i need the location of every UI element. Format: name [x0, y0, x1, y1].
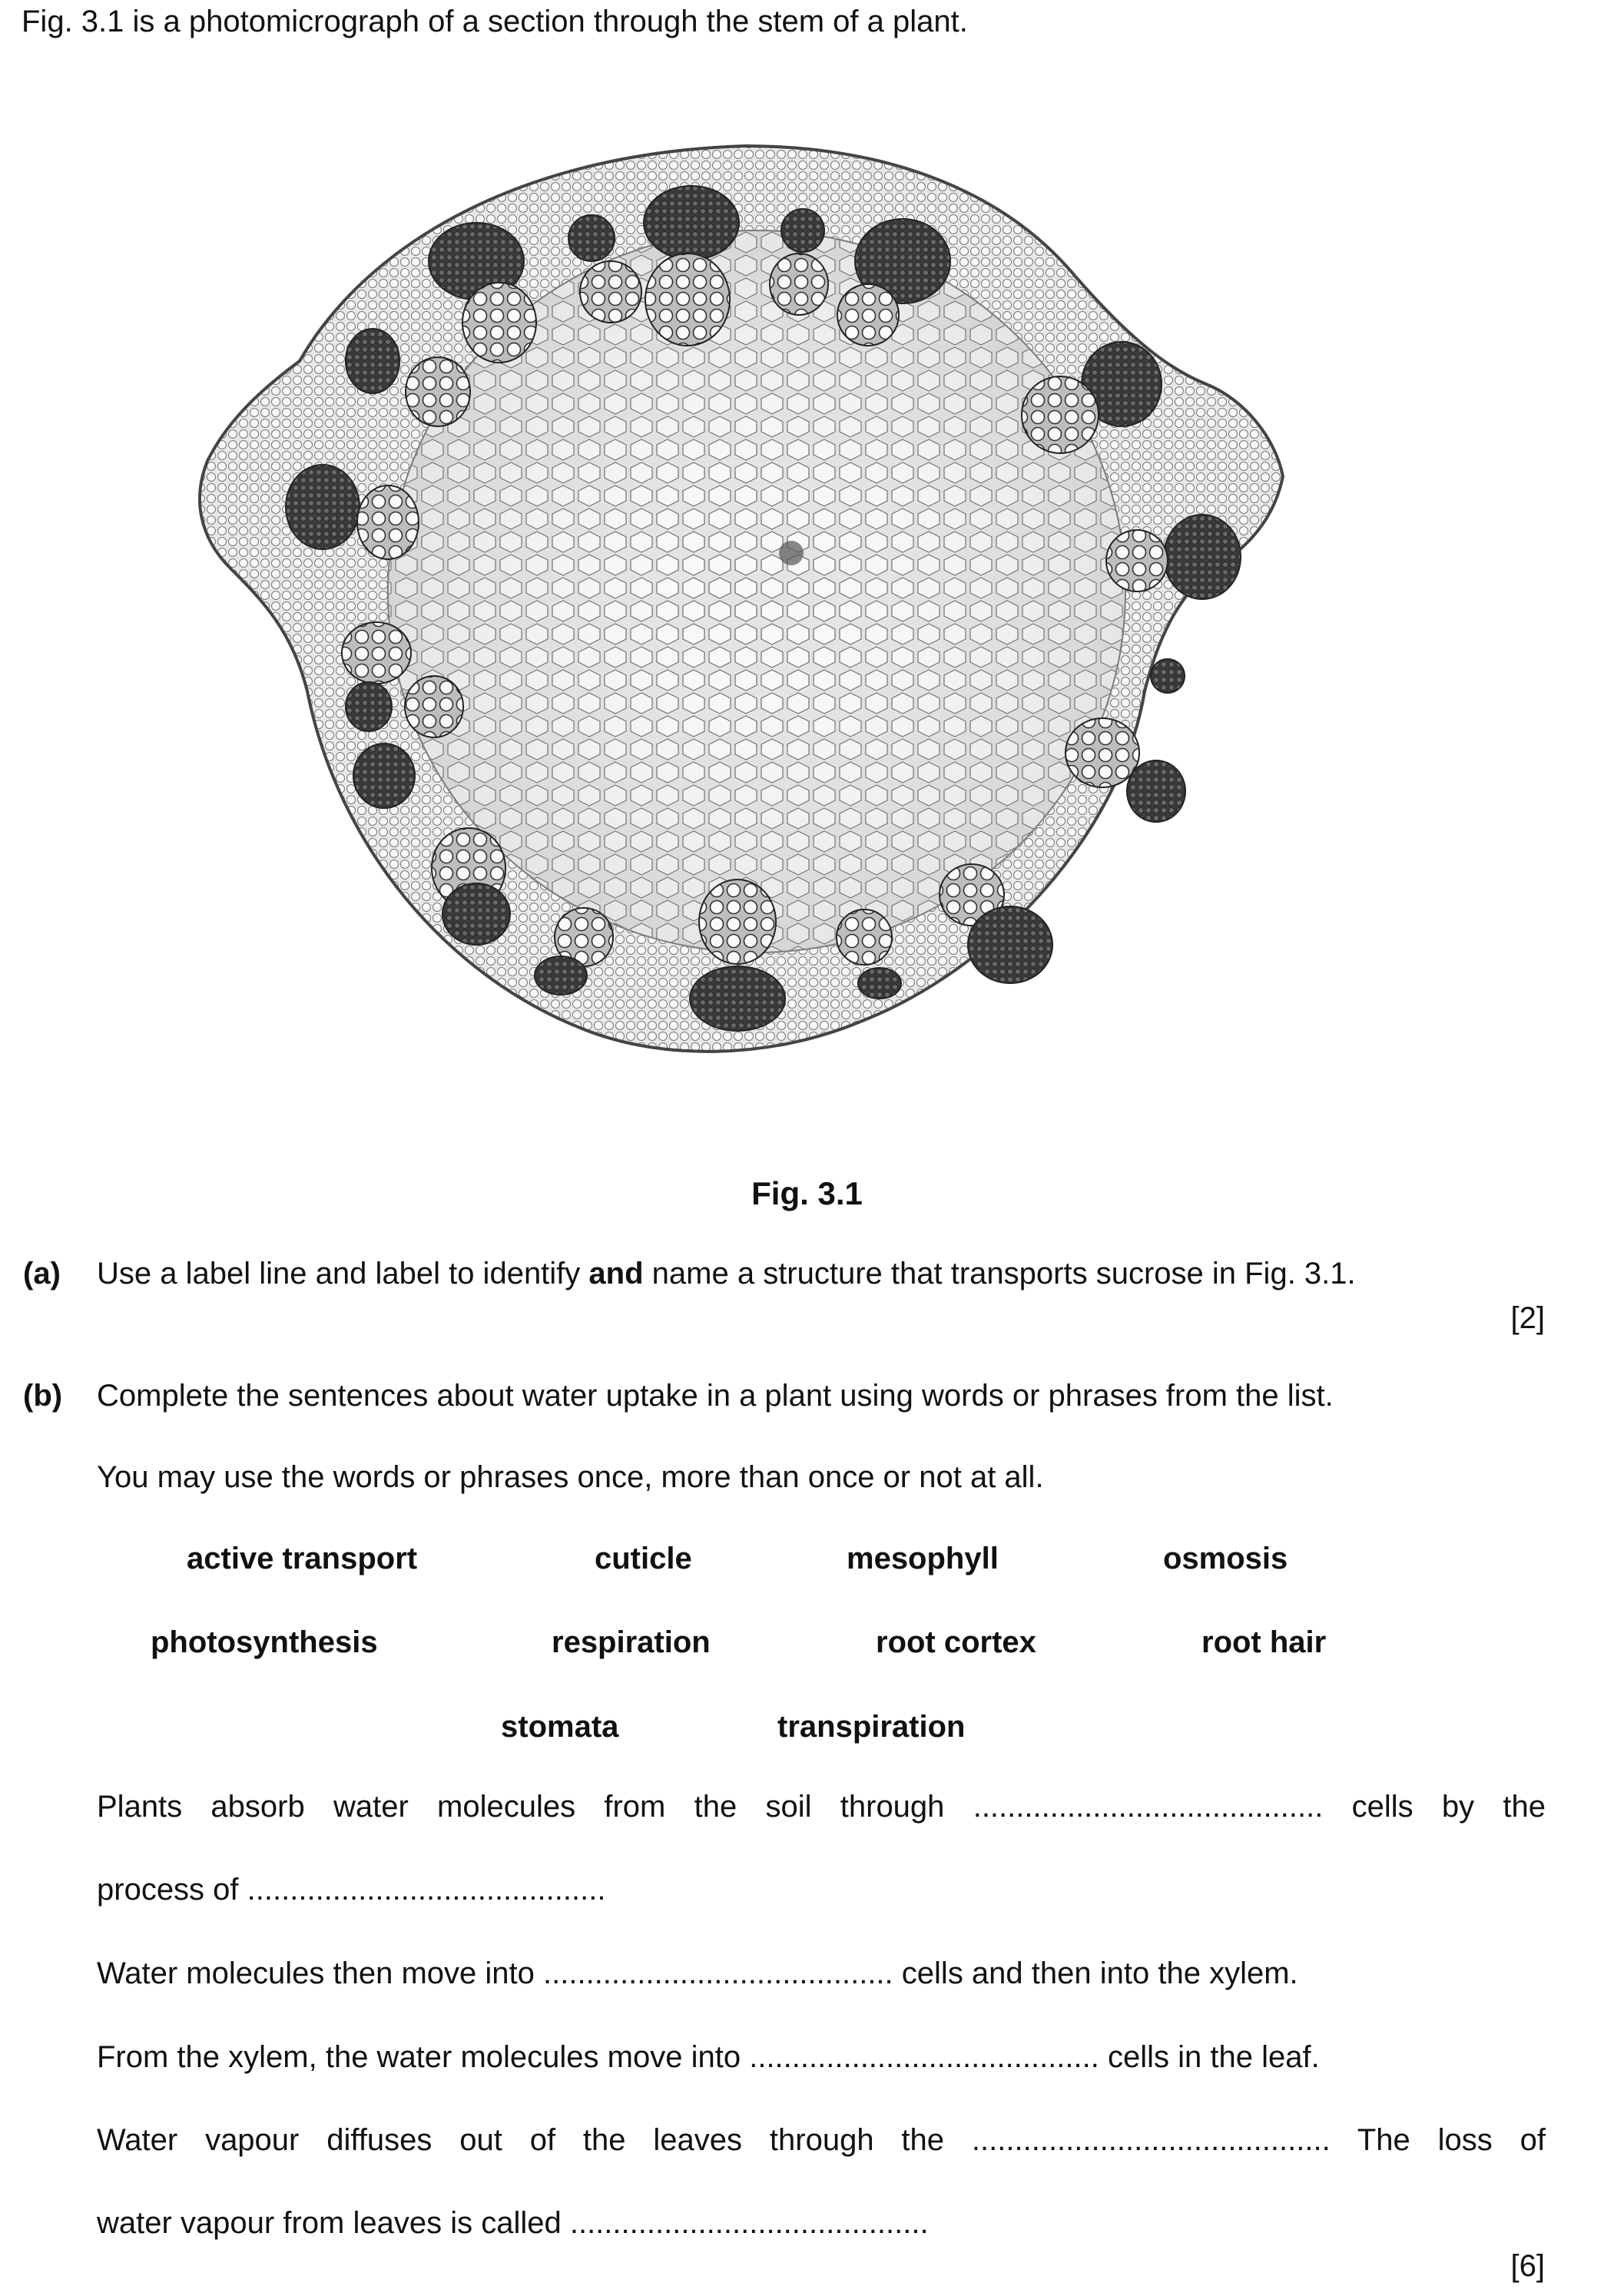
- word-list-item: transpiration: [777, 1710, 966, 1744]
- sentence-line-3: Water molecules then move into ......................................... cells and then into the xylem.: [97, 1956, 1298, 1990]
- word-list-item: mesophyll: [847, 1542, 999, 1575]
- part-b-instruction: Complete the sentences about water uptake in a plant using words or phrases from the list.: [97, 1379, 1334, 1413]
- intro-text: Fig. 3.1 is a photomicrograph of a section through the stem of a plant.: [22, 5, 968, 38]
- answer-blank-6[interactable]: .........................................: [569, 2206, 920, 2240]
- part-a-marks: [2]: [1510, 1301, 1545, 1335]
- word-list-item: root cortex: [876, 1625, 1036, 1659]
- sentence-line-6: water vapour from leaves is called ..........................................: [97, 2206, 929, 2240]
- answer-blank-5[interactable]: .........................................: [971, 2123, 1322, 2157]
- part-b-label: (b): [23, 1379, 63, 1413]
- part-a-question: Use a label line and label to identify and name a structure that transports sucrose in Fig. 3.1.: [97, 1257, 1356, 1290]
- answer-blank-3[interactable]: .........................................: [543, 1956, 893, 1990]
- word-list-item: respiration: [552, 1625, 711, 1659]
- part-b-marks: [6]: [1510, 2249, 1545, 2283]
- word-list-item: photosynthesis: [151, 1625, 378, 1659]
- word-list-item: cuticle: [595, 1542, 692, 1575]
- figure-caption: Fig. 3.1: [751, 1175, 863, 1211]
- sentence-line-2: process of ..........................................: [97, 1873, 606, 1907]
- answer-blank-2[interactable]: .........................................: [247, 1873, 598, 1907]
- word-list-item: root hair: [1201, 1625, 1327, 1659]
- answer-blank-1[interactable]: .........................................: [973, 1790, 1324, 1824]
- sentence-line-4: From the xylem, the water molecules move into ......................................... cells in the leaf.: [97, 2040, 1320, 2074]
- part-b-note: You may use the words or phrases once, more than once or not at all.: [97, 1460, 1044, 1494]
- sentence-line-1: Plants absorb water molecules from the soil through ......................................... cells by the: [97, 1790, 1546, 1824]
- stem-cross-section-photomicrograph-icon: [184, 138, 1306, 1091]
- sentence-line-5: Water vapour diffuses out of the leaves through the .......................................... The loss of: [97, 2123, 1546, 2157]
- answer-blank-4[interactable]: .........................................: [749, 2040, 1099, 2074]
- word-list-item: osmosis: [1163, 1542, 1288, 1575]
- part-a-label: (a): [23, 1257, 61, 1290]
- word-list-item: stomata: [501, 1710, 619, 1744]
- word-list-item: active transport: [187, 1542, 418, 1575]
